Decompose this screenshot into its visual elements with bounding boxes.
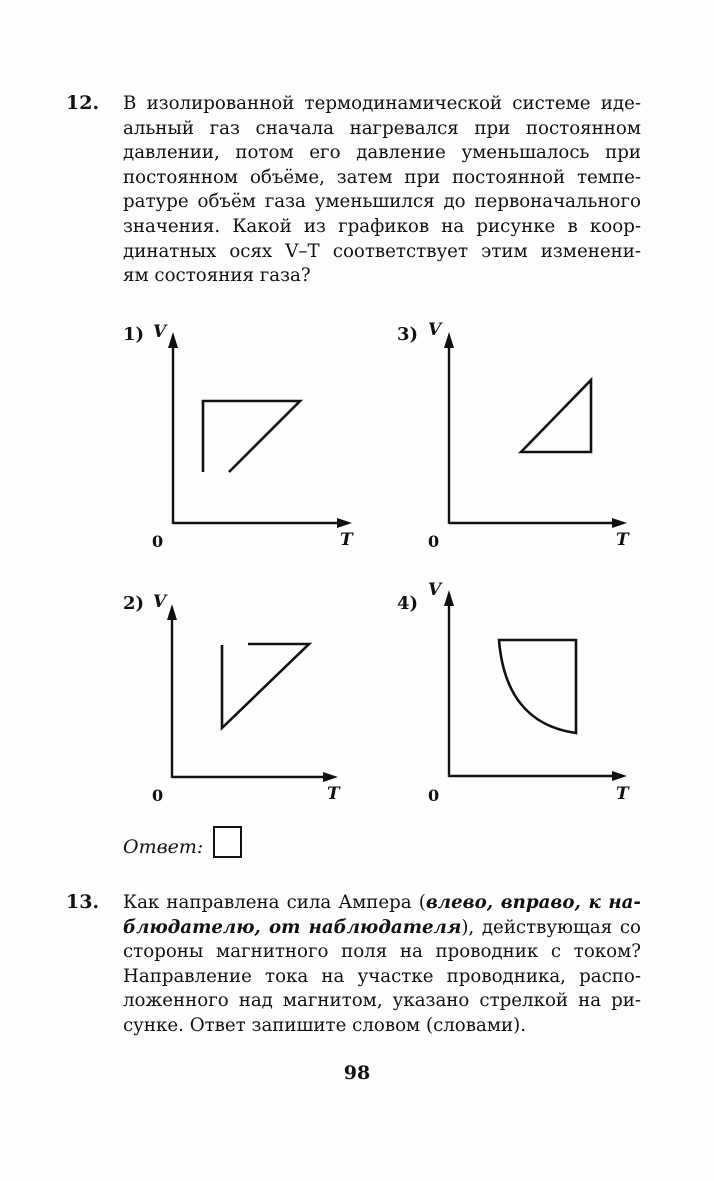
graph-4-curve	[499, 640, 576, 733]
question-12-line: В изолированной термодинамической системе иде-	[123, 93, 641, 114]
answer-box[interactable]	[213, 826, 242, 858]
graph-1-x-arrow	[337, 518, 352, 528]
graph-1	[140, 320, 360, 540]
question-13-line: сунке. Ответ запишите словом (словами).	[123, 1014, 526, 1036]
graph-3-y-axis-label: V	[428, 320, 442, 340]
question-13-text-start: Как направлена сила Ампера (	[123, 892, 426, 913]
graph-2-y-axis-label: V	[153, 592, 167, 612]
graph-4-axes	[449, 602, 615, 777]
graph-3-x-arrow	[612, 518, 627, 528]
question-13-options-part1: влево, вправо, к на-	[425, 892, 641, 913]
question-13-options-part2: блюдателю, от наблюдателя	[123, 916, 462, 938]
question-12-text	[123, 92, 641, 289]
question-12-line: давлении, потом его давление уменьшалось при	[123, 142, 641, 164]
graph-2-x-arrow	[323, 772, 338, 782]
question-13-number: 13.	[66, 891, 100, 913]
question-13-line	[123, 916, 641, 941]
graph-2	[140, 580, 360, 800]
question-13-text	[123, 891, 641, 1039]
graph-1-x-axis-label: T	[340, 530, 353, 550]
graph-4-origin: 0	[428, 786, 440, 805]
graph-1-origin: 0	[152, 532, 164, 551]
graph-2-x-axis-label: T	[327, 784, 340, 804]
question-12-line: альный газ сначала нагревался при постоянном	[123, 117, 641, 139]
question-12-line: постоянном объёме, затем при постоянной темпе-	[123, 166, 641, 188]
graph-1-y-arrow	[168, 332, 178, 348]
graph-2-curve	[222, 644, 309, 728]
answer-label: Ответ:	[123, 836, 204, 858]
graph-1-y-axis-label: V	[153, 322, 167, 342]
question-13-line: стороны магнитного поля на проводник с током?	[123, 941, 641, 963]
question-12-line: динатных осях V–T соответствует этим изменени-	[123, 240, 641, 262]
graph-1-curve	[203, 401, 300, 472]
graph-3	[415, 320, 635, 540]
graph-2-origin: 0	[152, 786, 164, 805]
question-12-line: ям состояния газа?	[123, 265, 311, 287]
graph-2-axes	[172, 616, 326, 778]
question-12-line: ратуре объём газа уменьшился до первоначального	[123, 191, 641, 213]
graph-1-axes	[173, 344, 340, 524]
graph-1-label: 1)	[123, 324, 145, 345]
graph-2-label: 2)	[123, 593, 145, 614]
graph-4-x-axis-label: T	[616, 784, 629, 804]
graph-3-label: 3)	[397, 324, 419, 345]
graph-2-y-arrow	[167, 604, 177, 620]
question-13-line	[123, 891, 641, 916]
graph-3-origin: 0	[428, 532, 440, 551]
question-13-line: Направление тока на участке проводника, распо-	[123, 965, 641, 987]
question-13-text-continue: ), действующая со	[461, 916, 641, 938]
question-13-line: ложенного над магнитом, указано стрелкой на ри-	[123, 990, 641, 1012]
page-number: 98	[343, 1062, 371, 1084]
question-12-line: значения. Какой из графиков на рисунке в коор-	[123, 215, 641, 237]
graph-4	[415, 580, 635, 800]
graph-4-y-arrow	[444, 590, 454, 606]
graph-4-label: 4)	[397, 593, 419, 614]
graph-3-x-axis-label: T	[616, 530, 629, 550]
graph-3-y-arrow	[444, 332, 454, 348]
graph-3-curve	[521, 380, 591, 452]
graph-4-y-axis-label: V	[428, 580, 442, 600]
question-12-number: 12.	[66, 92, 100, 114]
graph-4-x-arrow	[612, 771, 627, 781]
